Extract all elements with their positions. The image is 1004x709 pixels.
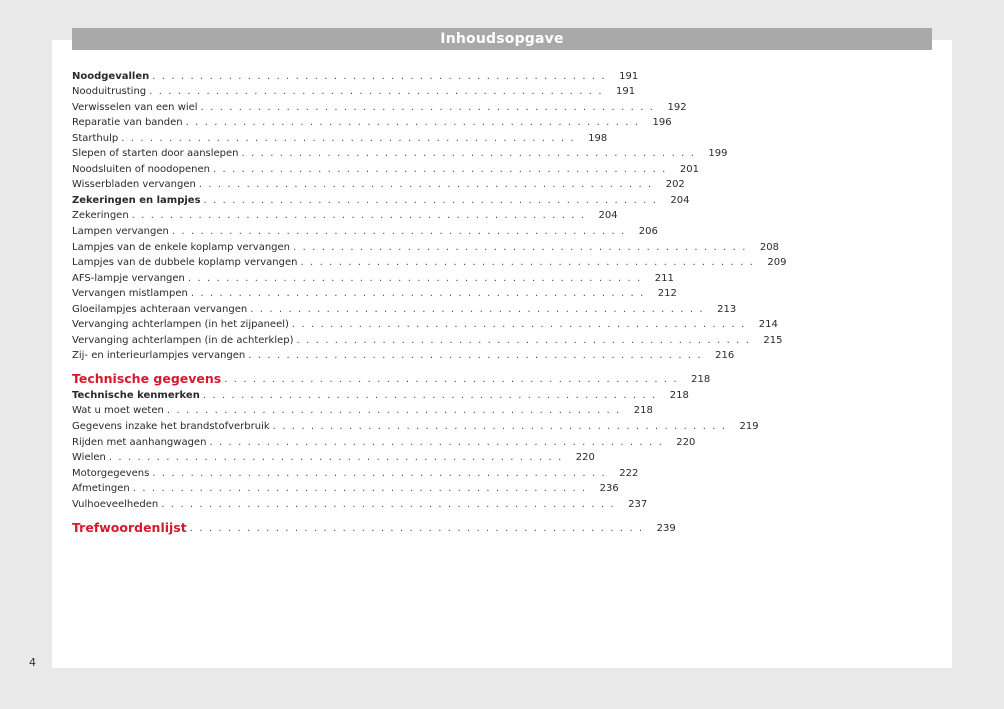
toc-entry-page: 212 [657, 288, 677, 300]
toc-entry[interactable] [72, 347, 735, 363]
toc-entry[interactable] [72, 222, 658, 238]
toc-leader-dots: . . . . . . . . . . . . . . . . . . . . . . . . . . . . . . . . . . . . . . . . . . . . . . . . [300, 257, 755, 269]
toc-entry-page: 196 [652, 117, 672, 129]
toc-leader-dots: . . . . . . . . . . . . . . . . . . . . . . . . . . . . . . . . . . . . . . . . . . . . . . . . [250, 303, 705, 315]
toc-entry-label: Rijden met aanhangwagen [72, 436, 207, 448]
toc-entry-label: Vervangen mistlampen [72, 288, 188, 300]
toc-entry[interactable] [72, 402, 653, 418]
page-number: 4 [29, 656, 36, 669]
toc-leader-dots: . . . . . . . . . . . . . . . . . . . . . . . . . . . . . . . . . . . . . . . . . . . . . . . . [171, 226, 626, 238]
toc-entry-page: 220 [676, 436, 696, 448]
toc-leader-dots: . . . . . . . . . . . . . . . . . . . . . . . . . . . . . . . . . . . . . . . . . . . . . . . . [272, 421, 727, 433]
toc-entry-page: 222 [619, 467, 639, 479]
toc-entry[interactable] [72, 316, 778, 332]
toc-leader-dots: . . . . . . . . . . . . . . . . . . . . . . . . . . . . . . . . . . . . . . . . . . . . . . . . [200, 101, 655, 113]
toc-entry[interactable] [72, 386, 689, 402]
toc-entry-label: Reparatie van banden [72, 117, 183, 129]
toc-entry-label: Technische kenmerken [72, 389, 200, 401]
toc-leader-dots: . . . . . . . . . . . . . . . . . . . . . . . . . . . . . . . . . . . . . . . . . . . . . . . . [152, 467, 607, 479]
toc-leader-dots: . . . . . . . . . . . . . . . . . . . . . . . . . . . . . . . . . . . . . . . . . . . . . . . . [152, 70, 607, 82]
toc-entry-page: 220 [575, 452, 595, 464]
toc-entry-label: Trefwoordenlijst [72, 519, 187, 535]
toc-entry-page: 192 [667, 101, 687, 113]
toc-leader-dots: . . . . . . . . . . . . . . . . . . . . . . . . . . . . . . . . . . . . . . . . . . . . . . . . [187, 272, 642, 284]
toc-entry[interactable] [72, 464, 639, 480]
toc-leader-dots: . . . . . . . . . . . . . . . . . . . . . . . . . . . . . . . . . . . . . . . . . . . . . . . . [209, 436, 664, 448]
toc-entry-page: 214 [758, 319, 778, 331]
toc-entry[interactable] [72, 417, 759, 433]
toc-entry-label: Slepen of starten door aanslepen [72, 148, 239, 160]
toc-entry-label: Zij- en interieurlampjes vervangen [72, 350, 246, 362]
toc-leader-dots: . . . . . . . . . . . . . . . . . . . . . . . . . . . . . . . . . . . . . . . . . . . . . . . . [131, 210, 586, 222]
toc-leader-dots: . . . . . . . . . . . . . . . . . . . . . . . . . . . . . . . . . . . . . . . . . . . . . . . . [149, 86, 604, 98]
toc-leader-dots: . . . . . . . . . . . . . . . . . . . . . . . . . . . . . . . . . . . . . . . . . . . . . . . . [203, 194, 658, 206]
toc-entry-label: Vulhoeveelheden [72, 498, 159, 510]
toc-entry-page: 191 [616, 86, 636, 98]
toc-entry-label: Starthulp [72, 132, 119, 144]
toc-entry-page: 211 [654, 272, 674, 284]
toc-entry-label: Gloeilampjes achteraan vervangen [72, 303, 248, 315]
toc-entry[interactable] [72, 160, 699, 176]
toc-entry[interactable] [72, 449, 595, 465]
toc-entry[interactable] [72, 129, 608, 145]
toc-entry-page: 237 [628, 498, 648, 510]
toc-entry-page: 213 [717, 303, 737, 315]
toc-entry-page: 202 [665, 179, 685, 191]
toc-entry-label: Vervanging achterlampen (in het zijpaneel) [72, 319, 289, 331]
toc-entry[interactable] [72, 269, 674, 285]
toc-entry-page: 239 [656, 522, 676, 534]
toc-entry[interactable] [72, 207, 618, 223]
toc-entry-page: 198 [588, 132, 608, 144]
toc-leader-dots: . . . . . . . . . . . . . . . . . . . . . . . . . . . . . . . . . . . . . . . . . . . . . . . . [224, 374, 679, 386]
toc-entry-label: Gegevens inzake het brandstofverbruik [72, 421, 270, 433]
toc-entry[interactable] [72, 83, 636, 99]
toc-entry-page: 215 [763, 334, 783, 346]
toc-leader-dots: . . . . . . . . . . . . . . . . . . . . . . . . . . . . . . . . . . . . . . . . . . . . . . . . [291, 319, 746, 331]
toc-leader-dots: . . . . . . . . . . . . . . . . . . . . . . . . . . . . . . . . . . . . . . . . . . . . . . . . [108, 452, 563, 464]
toc-leader-dots: . . . . . . . . . . . . . . . . . . . . . . . . . . . . . . . . . . . . . . . . . . . . . . . . [212, 163, 667, 175]
toc-leader-dots: . . . . . . . . . . . . . . . . . . . . . . . . . . . . . . . . . . . . . . . . . . . . . . . . [241, 148, 696, 160]
toc-entry[interactable] [72, 331, 783, 347]
toc-entry-page: 208 [759, 241, 779, 253]
toc-entry[interactable] [72, 67, 639, 83]
toc-entry-label: Noodgevallen [72, 70, 150, 82]
toc-entry[interactable] [72, 176, 685, 192]
toc-entry[interactable] [72, 300, 737, 316]
toc-entry[interactable] [72, 238, 779, 254]
toc-entry-page: 204 [598, 210, 618, 222]
toc-entry-page: 218 [669, 389, 689, 401]
toc-entry[interactable] [72, 480, 619, 496]
toc-leader-dots: . . . . . . . . . . . . . . . . . . . . . . . . . . . . . . . . . . . . . . . . . . . . . . . . [166, 405, 621, 417]
toc-entry[interactable] [72, 145, 728, 161]
toc-chapter-entry[interactable] [72, 511, 676, 535]
toc-entry-label: Lampen vervangen [72, 226, 169, 238]
toc-entry[interactable] [72, 114, 672, 130]
toc-leader-dots: . . . . . . . . . . . . . . . . . . . . . . . . . . . . . . . . . . . . . . . . . . . . . . . . [132, 483, 587, 495]
toc-entry-page: 218 [633, 405, 653, 417]
toc-entry-label: Noodsluiten of noodopenen [72, 163, 210, 175]
toc-entry[interactable] [72, 495, 648, 511]
section-header-title: Inhoudsopgave [440, 31, 564, 47]
toc-entry-page: 199 [708, 148, 728, 160]
toc-entry-page: 209 [767, 257, 787, 269]
toc-entry-label: Vervanging achterlampen (in de achterklep) [72, 334, 294, 346]
toc-entry-label: Lampjes van de dubbele koplamp vervangen [72, 257, 298, 269]
toc-entry-label: Wat u moet weten [72, 405, 164, 417]
toc-entry-label: AFS-lampje vervangen [72, 272, 185, 284]
toc-entry[interactable] [72, 254, 787, 270]
toc-entry-label: Technische gegevens [72, 371, 222, 387]
toc-entry-page: 236 [599, 483, 619, 495]
toc-chapter-entry[interactable] [72, 362, 711, 387]
table-of-contents [72, 67, 787, 535]
toc-entry-label: Motorgegevens [72, 467, 150, 479]
toc-leader-dots: . . . . . . . . . . . . . . . . . . . . . . . . . . . . . . . . . . . . . . . . . . . . . . . . [202, 389, 657, 401]
toc-entry-label: Afmetingen [72, 483, 130, 495]
toc-entry-page: 219 [739, 421, 759, 433]
section-header-bar [72, 28, 932, 50]
toc-leader-dots: . . . . . . . . . . . . . . . . . . . . . . . . . . . . . . . . . . . . . . . . . . . . . . . . [248, 350, 703, 362]
toc-leader-dots: . . . . . . . . . . . . . . . . . . . . . . . . . . . . . . . . . . . . . . . . . . . . . . . . [296, 334, 751, 346]
toc-entry[interactable] [72, 285, 677, 301]
toc-entry-label: Wielen [72, 452, 106, 464]
toc-leader-dots: . . . . . . . . . . . . . . . . . . . . . . . . . . . . . . . . . . . . . . . . . . . . . . . . [190, 288, 645, 300]
toc-entry-page: 191 [619, 70, 639, 82]
toc-entry-page: 216 [715, 350, 735, 362]
toc-entry[interactable] [72, 98, 687, 114]
toc-entry-page: 206 [638, 226, 658, 238]
toc-entry-page: 204 [670, 194, 690, 206]
toc-entry-label: Zekeringen [72, 210, 129, 222]
toc-entry[interactable] [72, 433, 696, 449]
toc-entry-label: Nooduitrusting [72, 86, 147, 98]
toc-entry[interactable] [72, 191, 690, 207]
toc-leader-dots: . . . . . . . . . . . . . . . . . . . . . . . . . . . . . . . . . . . . . . . . . . . . . . . . [189, 522, 644, 534]
toc-leader-dots: . . . . . . . . . . . . . . . . . . . . . . . . . . . . . . . . . . . . . . . . . . . . . . . . [293, 241, 747, 253]
toc-entry-page: 201 [679, 163, 699, 175]
toc-entry-page: 218 [691, 374, 711, 386]
toc-leader-dots: . . . . . . . . . . . . . . . . . . . . . . . . . . . . . . . . . . . . . . . . . . . . . . . . [198, 179, 653, 191]
toc-leader-dots: . . . . . . . . . . . . . . . . . . . . . . . . . . . . . . . . . . . . . . . . . . . . . . . . [185, 117, 640, 129]
toc-entry-label: Zekeringen en lampjes [72, 194, 201, 206]
toc-entry-label: Wisserbladen vervangen [72, 179, 196, 191]
toc-leader-dots: . . . . . . . . . . . . . . . . . . . . . . . . . . . . . . . . . . . . . . . . . . . . . . . . [121, 132, 576, 144]
toc-leader-dots: . . . . . . . . . . . . . . . . . . . . . . . . . . . . . . . . . . . . . . . . . . . . . . . . [161, 498, 616, 510]
toc-entry-label: Verwisselen van een wiel [72, 101, 198, 113]
toc-entry-label: Lampjes van de enkele koplamp vervangen [72, 241, 291, 253]
